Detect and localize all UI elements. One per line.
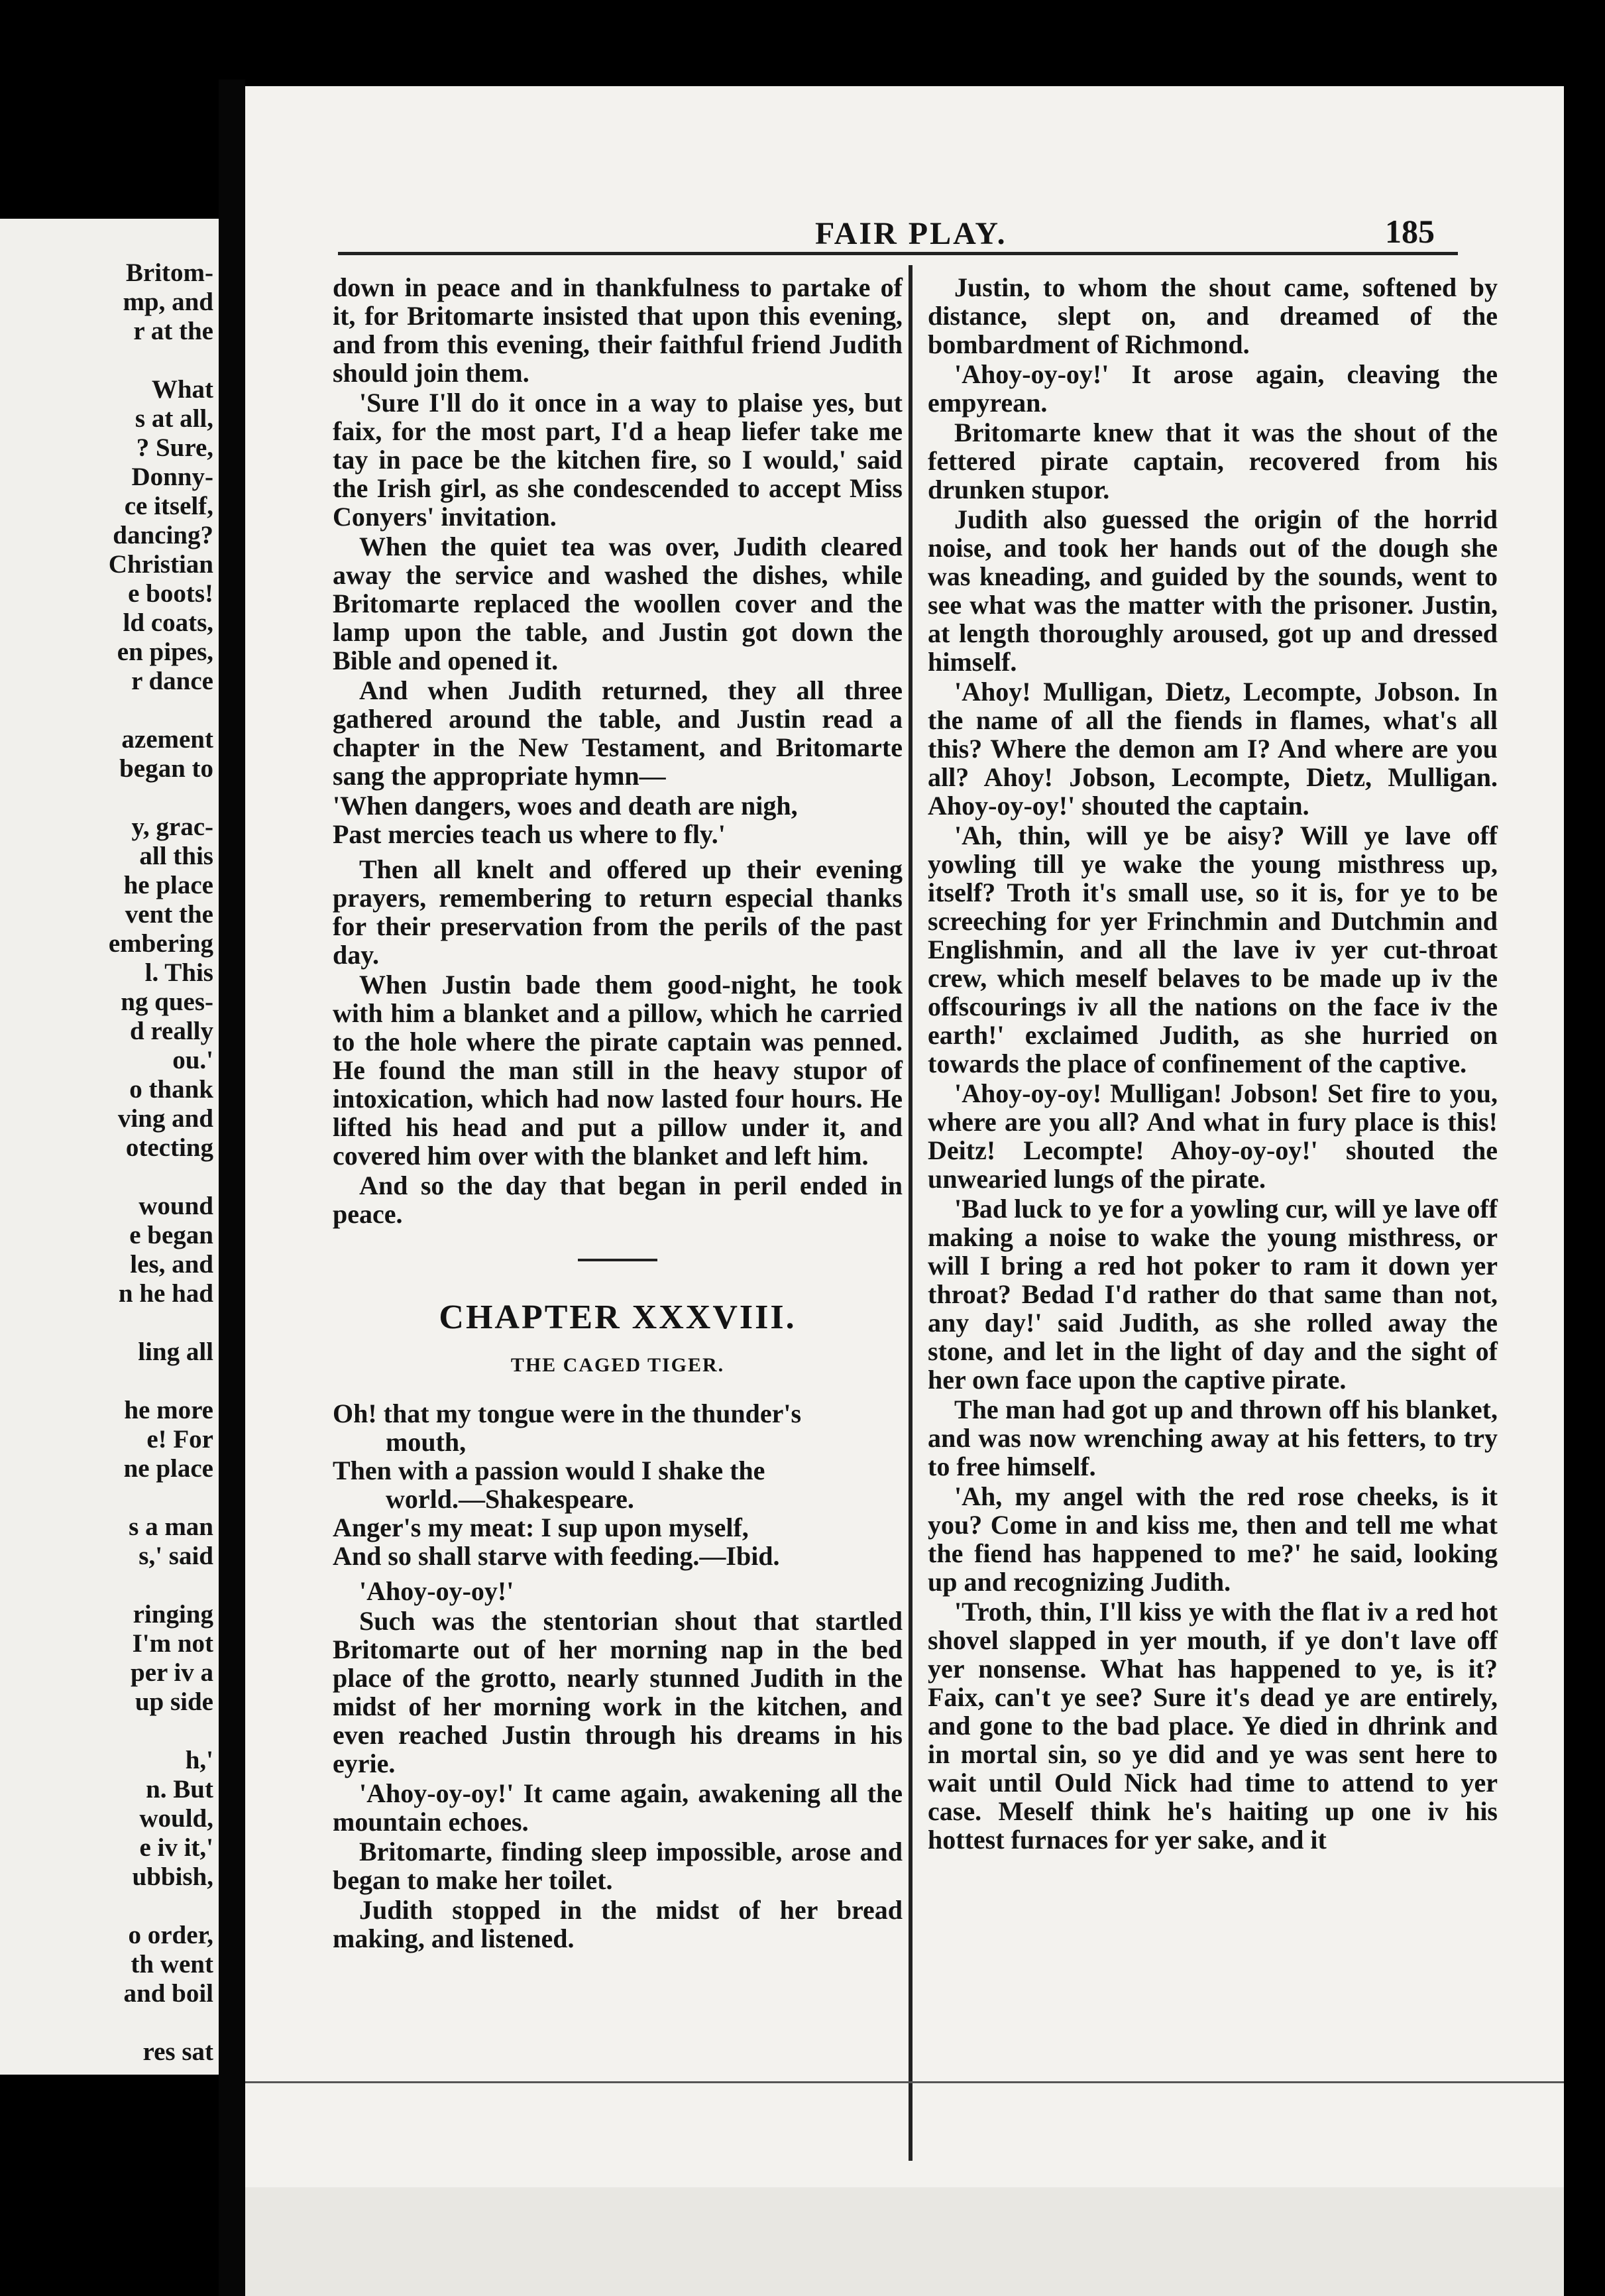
paragraph: 'Bad luck to ye for a yowling cur, will ye lave off making a noise to wake the young misthress, or will I bring a red hot poker to ram it down yer throat? Bedad I'd rather do that same than not, any day!' said Judith, as she rolled away the stone, and let in the light of day and the sight of her own face upon the captive pirate. (928, 1194, 1498, 1395)
paragraph: 'Ahoy-oy-oy!' It came again, awakening all the mountain echoes. (333, 1778, 903, 1837)
facing-page-line: s a man (129, 1513, 213, 1541)
facing-page-line: wound (138, 1192, 213, 1220)
paragraph: Britomarte, finding sleep impossible, arose and began to make her toilet. (333, 1837, 903, 1895)
facing-page-line: e iv it,' (139, 1833, 213, 1862)
paragraph: And when Judith returned, they all three gathered around the table, and Justin read a chapter in the New Testament, and Britomarte sang the appropriate hymn— (333, 675, 903, 791)
facing-page-line: en pipes, (117, 638, 213, 666)
facing-page-line: th went (131, 1950, 213, 1979)
facing-page-line: dancing? (113, 521, 213, 549)
facing-page-line: ou.' (172, 1046, 213, 1074)
facing-page-line: e began (129, 1221, 213, 1249)
facing-page-line: l. This (144, 958, 213, 987)
facing-page-line: ld coats, (123, 608, 213, 637)
epigraph (333, 1513, 903, 1570)
facing-page-line (8, 783, 213, 813)
facing-page-line: les, and (130, 1250, 213, 1279)
facing-page-line: ng ques- (121, 988, 213, 1016)
chapter-title: CHAPTER XXXVIII. (439, 1298, 797, 1336)
paragraph: And so the day that began in peril ended in peace. (333, 1171, 903, 1229)
facing-page-line (8, 696, 213, 725)
epigraph-line: world.—Shakespeare. (386, 1484, 634, 1514)
facing-page-line: embering (108, 929, 213, 958)
facing-page-line: he place (123, 871, 213, 899)
facing-page-line: o order, (128, 1921, 213, 1949)
paragraph: When Justin bade them good-night, he took with him a blanket and a pillow, which he carried to the hole where the pirate captain was penned. He found the man still in the heavy stupor of intoxication, which had now lasted four hours. He lifted his head and put a pillow under it, and covered him over with the blanket and left him. (333, 970, 903, 1171)
paragraph: 'Ahoy-oy-oy!' (359, 1576, 514, 1606)
paragraph: Such was the stentorian shout that startled Britomarte out of her morning nap in the bed place of the grotto, nearly stunned Judith in the midst of her morning work in the kitchen, and even reached Justin through his dreams in his eyrie. (333, 1606, 903, 1778)
paragraph: 'Ahoy! Mulligan, Dietz, Lecompte, Jobson. In the name of all the fiends in flames, what's all this? Where the demon am I? And where are you all? Ahoy! Jobson, Lecompte, Dietz, Mulligan. Ahoy-oy-oy!' shouted the captain. (928, 677, 1498, 821)
facing-page-line: would, (139, 1804, 213, 1833)
facing-page-line: h,' (185, 1746, 213, 1774)
facing-page-line: Britom- (125, 258, 213, 287)
facing-page-line: res sat (142, 2038, 213, 2066)
facing-page-line: ? Sure, (136, 433, 213, 462)
facing-page-line (8, 1367, 213, 1396)
facing-page-line: s at all, (135, 404, 213, 433)
facing-page-line (8, 1892, 213, 1921)
facing-page-line: Christian (108, 550, 213, 579)
epigraph-line: Anger's my meat: I sup upon myself, (333, 1513, 749, 1542)
page-number: 185 (1385, 213, 1435, 250)
paragraph: The man had got up and thrown off his blanket, and was now wrenching away at his fetters, to try to free himself. (928, 1395, 1498, 1481)
facing-page-line: ce itself, (124, 492, 213, 520)
running-head-title: FAIR PLAY. (815, 216, 1007, 251)
facing-page-line: otecting (125, 1133, 213, 1162)
hymn-quote (333, 791, 903, 848)
paragraph: When the quiet tea was over, Judith cleared away the service and washed the dishes, while Britomarte replaced the woollen cover and the lamp upon the table, and Justin got down the Bible and opened it. (333, 532, 903, 675)
facing-page-line: What (151, 375, 213, 404)
paragraph: 'Ahoy-oy-oy! Mulligan! Jobson! Set fire to you, where are you all? And what in fury place is this! Deitz! Lecompte! Ahoy-oy-oy!' shouted the unwearied lungs of the pirate. (928, 1078, 1498, 1194)
paragraph: Judith stopped in the midst of her bread making, and listened. (333, 1895, 903, 1953)
facing-page-line: ubbish, (132, 1863, 213, 1891)
facing-page-line: s,' said (138, 1542, 213, 1570)
hymn-line: Past mercies teach us where to fly.' (333, 819, 726, 849)
text-column-right (928, 273, 1498, 1855)
facing-page-line: ne place (123, 1454, 213, 1483)
text-column-left (333, 273, 903, 1954)
epigraph-line: mouth, (386, 1427, 467, 1457)
facing-page-line: d really (129, 1017, 213, 1045)
facing-page-line: o thank (129, 1075, 213, 1104)
paragraph: Judith also guessed the origin of the horrid noise, and took her hands out of the dough she was kneading, and guided by the sounds, went to see what was the matter with the prisoner. Justin, at length thoroughly aroused, got up and dressed himself. (928, 504, 1498, 677)
facing-page-line: y, grac- (131, 813, 213, 841)
facing-page-line: r at the (133, 317, 213, 345)
paragraph: 'Sure I'll do it once in a way to plaise yes, but faix, for the most part, I'd a heap liefer take me tay in pace be the kitchen fire, so I would,' said the Irish girl, as she condescended to accept Miss Conyers' invitation. (333, 388, 903, 532)
facing-page-line: per iv a (131, 1658, 213, 1687)
hymn-line: 'When dangers, woes and death are nigh, (333, 791, 798, 821)
facing-page-line (8, 2008, 213, 2038)
paragraph: 'Troth, thin, I'll kiss ye with the flat iv a red hot shovel slapped in yer mouth, if ye don't lave off yer nonsense. What has happened to ye, is it? Faix, can't ye see? Sure it's dead ye are entirely, and gone to the bad place. Ye died in dhrink and in mortal sin, so ye did and ye was sent here to wait until Ould Nick had time to attend to yer case. Meself think he's haiting up one iv his hottest furnaces for yer sake, and it (928, 1597, 1498, 1855)
facing-page-line: e! For (146, 1425, 213, 1454)
header-rule (338, 252, 1458, 255)
facing-page-line: began to (119, 754, 213, 783)
book-page (245, 86, 1564, 2296)
paragraph: Justin, to whom the shout came, softened by distance, slept on, and dreamed of the bombardment of Richmond. (928, 272, 1498, 359)
facing-page-line: e boots! (128, 579, 213, 608)
epigraph-line: Then with a passion would I shake the (333, 1456, 765, 1485)
facing-page-line (8, 1571, 213, 1600)
facing-page-line: azement (121, 725, 213, 754)
epigraph-line: And so shall starve with feeding.—Ibid. (333, 1541, 780, 1571)
facing-page-line: and boil (123, 1979, 213, 2008)
facing-page-line (8, 346, 213, 375)
paragraph: 'Ah, thin, will ye be aisy? Will ye lave off yowling till ye wake the young misthress up, itself? Troth it's small use, so it is, for ye to be screeching for yer Frinchmin and Dutchmin and Englishmin, and all the lave iv yer cut-throat crew, which meself belaves to be made up iv the offscourings iv all the nations on the face iv the earth!' exclaimed Judith, as she hurried on towards the place of confinement of the captive. (928, 821, 1498, 1078)
facing-page-line: I'm not (132, 1629, 213, 1658)
facing-page-line: all this (139, 842, 213, 870)
facing-page-fragment (0, 219, 219, 2075)
page-bottom-margin (245, 2187, 1564, 2296)
facing-page-line: ling all (138, 1338, 213, 1366)
paragraph: down in peace and in thankfulness to partake of it, for Britomarte insisted that upon this evening, and from this evening, their faithful friend Judith should join them. (333, 272, 903, 388)
facing-page-line: n. But (146, 1775, 213, 1804)
facing-page-line (8, 1483, 213, 1513)
paragraph: 'Ahoy-oy-oy!' It arose again, cleaving the empyrean. (928, 359, 1498, 418)
facing-page-line: vent the (125, 900, 213, 929)
paragraph: 'Ah, my angel with the red rose cheeks, is it you? Come in and kiss me, then and tell me what the fiend has happened to me?' he said, looking up and recognizing Judith. (928, 1481, 1498, 1597)
facing-page-line: up side (135, 1688, 213, 1716)
facing-page-line: ringing (133, 1600, 213, 1629)
paragraph: Then all knelt and offered up their evening prayers, remembering to return especial thanks for their preservation from the perils of the past day. (333, 854, 903, 970)
column-divider (909, 265, 913, 2161)
facing-page-text-column (8, 258, 213, 2067)
facing-page-line: ving and (117, 1104, 213, 1133)
facing-page-line (8, 1163, 213, 1192)
facing-page-line: Donny- (131, 463, 213, 491)
facing-page-line (8, 1717, 213, 1746)
facing-page-line: he more (124, 1396, 213, 1424)
facing-page-line: n he had (118, 1279, 213, 1308)
epigraph-line: Oh! that my tongue were in the thunder's (333, 1399, 802, 1428)
page-gutter (219, 80, 245, 2296)
paragraph: Britomarte knew that it was the shout of the fettered pirate captain, recovered from his drunken stupor. (928, 418, 1498, 504)
chapter-subtitle: THE CAGED TIGER. (510, 1354, 725, 1376)
scan-artifact-line (245, 2081, 1564, 2083)
section-ornament (333, 1243, 903, 1271)
facing-page-line: mp, and (123, 288, 213, 316)
facing-page-line: r dance (131, 667, 213, 695)
epigraph (333, 1399, 903, 1513)
facing-page-line (8, 1308, 213, 1338)
